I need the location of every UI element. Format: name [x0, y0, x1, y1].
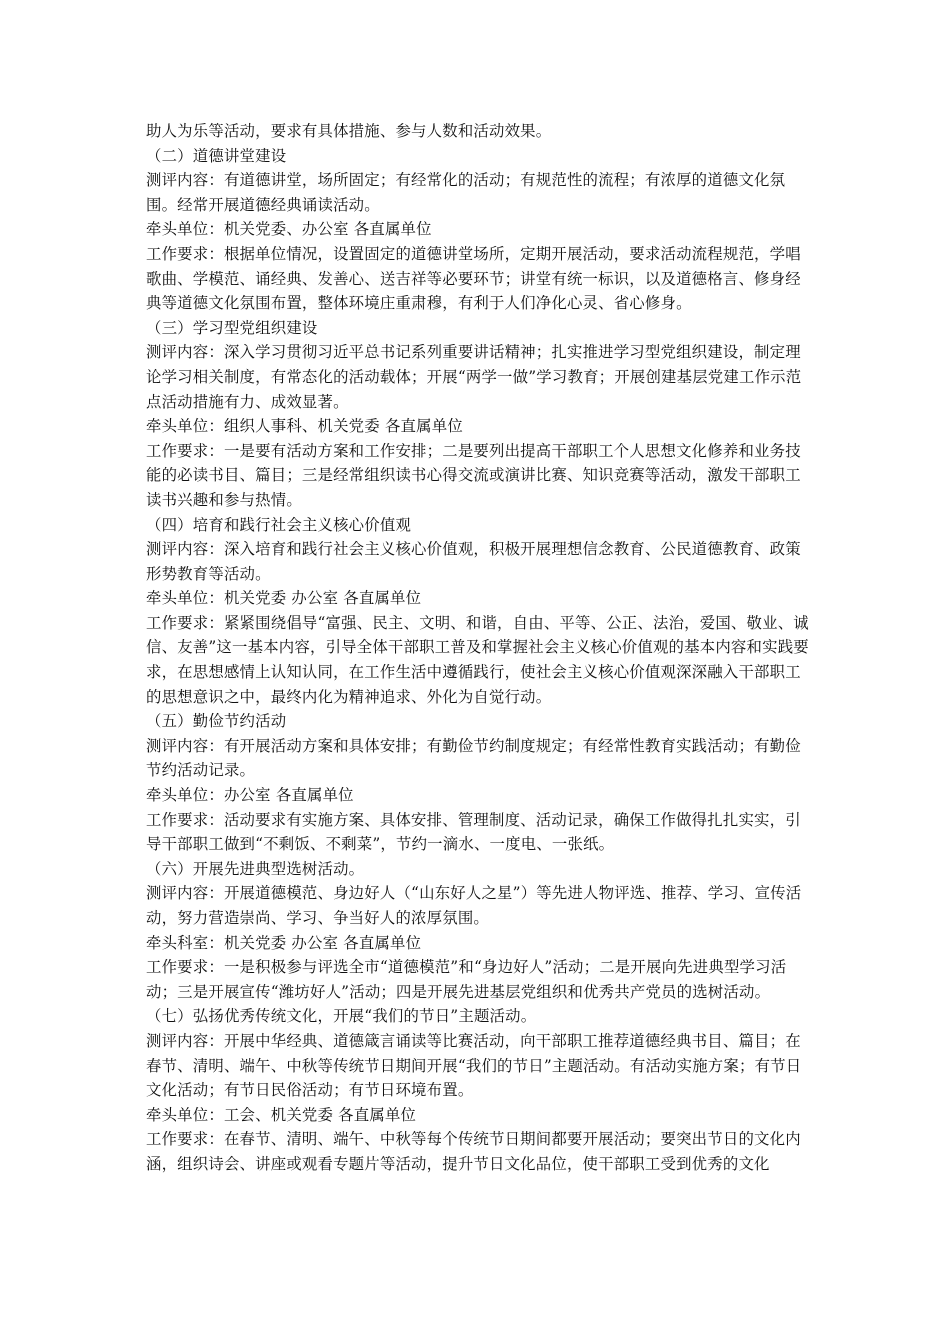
lead-unit: 牵头单位：工会、机关党委 各直属单位: [146, 1105, 417, 1124]
section-heading-7: （七）弘扬优秀传统文化，开展“我们的节日”主题活动。: [146, 1007, 537, 1026]
paragraph-continuation: 助人为乐等活动，要求有具体措施、参与人数和活动效果。: [146, 122, 552, 140]
section-heading-6: （六）开展先进典型选树活动。: [146, 859, 365, 878]
evaluation-content: 测评内容：开展中华经典、道德箴言诵读等比赛活动，向干部职工推荐道德经典书目、篇目；在春节、清明、端午、中秋等传统节日期间开展“我们的节日”主题活动。有活动实施方案；有节日文化活动；有节日民俗活动；有节日环境布置。: [146, 1031, 802, 1100]
work-requirement: 工作要求：根据单位情况，设置固定的道德讲堂场所，定期开展活动，要求活动流程规范，学唱歌曲、学模范、诵经典、发善心、送吉祥等必要环节；讲堂有统一标识，以及道德格言、修身经典等道德文化氛围布置，整体环境庄重肃穆，有利于人们净化心灵、省心修身。: [146, 244, 801, 313]
section-heading-3: （三）学习型党组织建设: [146, 318, 318, 337]
lead-unit: 牵头单位：机关党委 办公室 各直属单位: [146, 589, 422, 608]
lead-department: 牵头科室：机关党委 办公室 各直属单位: [146, 933, 422, 952]
evaluation-content: 测评内容：开展道德模范、身边好人（“山东好人之星”）等先进人物评选、推荐、学习、宣传活动，努力营造崇尚、学习、争当好人的浓厚氛围。: [146, 884, 802, 927]
section-heading-5: （五）勤俭节约活动: [146, 712, 287, 731]
work-requirement: 工作要求：紧紧围绕倡导“富强、民主、文明、和谐，自由、平等、公正、法治，爱国、敬业、诚信、友善”这一基本内容，引导全体干部职工普及和掌握社会主义核心价值观的基本内容和实践要求，在思想感情上认知认同，在工作生活中遵循践行，使社会主义核心价值观深深融入干部职工的思想意识之中，最终内化为精神追求、外化为自觉行动。: [146, 613, 809, 706]
work-requirement: 工作要求：在春节、清明、端午、中秋等每个传统节日期间都要开展活动；要突出节日的文化内涵，组织诗会、讲座或观看专题片等活动，提升节日文化品位，使干部职工受到优秀的文化: [146, 1130, 801, 1173]
work-requirement: 工作要求：一是积极参与评选全市“道德模范”和“身边好人”活动；二是开展向先进典型学习活动；三是开展宣传“潍坊好人”活动；四是开展先进基层党组织和优秀共产党员的选树活动。: [146, 958, 787, 1001]
lead-unit: 牵头单位：机关党委、办公室 各直属单位: [146, 220, 432, 239]
section-heading-4: （四）培育和践行社会主义核心价值观: [146, 515, 412, 534]
work-requirement: 工作要求：一是要有活动方案和工作安排；二是要列出提高干部职工个人思想文化修养和业务技能的必读书目、篇目；三是经常组织读书心得交流或演讲比赛、知识竞赛等活动，激发干部职工读书兴趣和参与热情。: [146, 441, 801, 509]
evaluation-content: 测评内容：深入学习贯彻习近平总书记系列重要讲话精神；扎实推进学习型党组织建设，制定理论学习相关制度，有常态化的活动载体；开展“两学一做”学习教育；开展创建基层党建工作示范点活动措施有力、成效显著。: [146, 343, 802, 411]
evaluation-content: 测评内容：深入培育和践行社会主义核心价值观，积极开展理想信念教育、公民道德教育、政策形势教育等活动。: [146, 540, 801, 583]
lead-unit: 牵头单位：办公室 各直属单位: [146, 786, 354, 805]
lead-unit: 牵头单位：组织人事科、机关党委 各直属单位: [146, 417, 463, 436]
evaluation-content: 测评内容：有道德讲堂，场所固定；有经常化的活动；有规范性的流程；有浓厚的道德文化氛围。经常开展道德经典诵读活动。: [146, 171, 786, 214]
evaluation-content: 测评内容：有开展活动方案和具体安排；有勤俭节约制度规定；有经常性教育实践活动；有勤俭节约活动记录。: [146, 736, 801, 780]
document-body: [146, 119, 812, 1177]
section-heading-2: （二）道德讲堂建设: [146, 146, 287, 165]
work-requirement: 工作要求：活动要求有实施方案、具体安排、管理制度、活动记录，确保工作做得扎扎实实，引导干部职工做到“不剩饭、不剩菜”，节约一滴水、一度电、一张纸。: [146, 810, 801, 854]
